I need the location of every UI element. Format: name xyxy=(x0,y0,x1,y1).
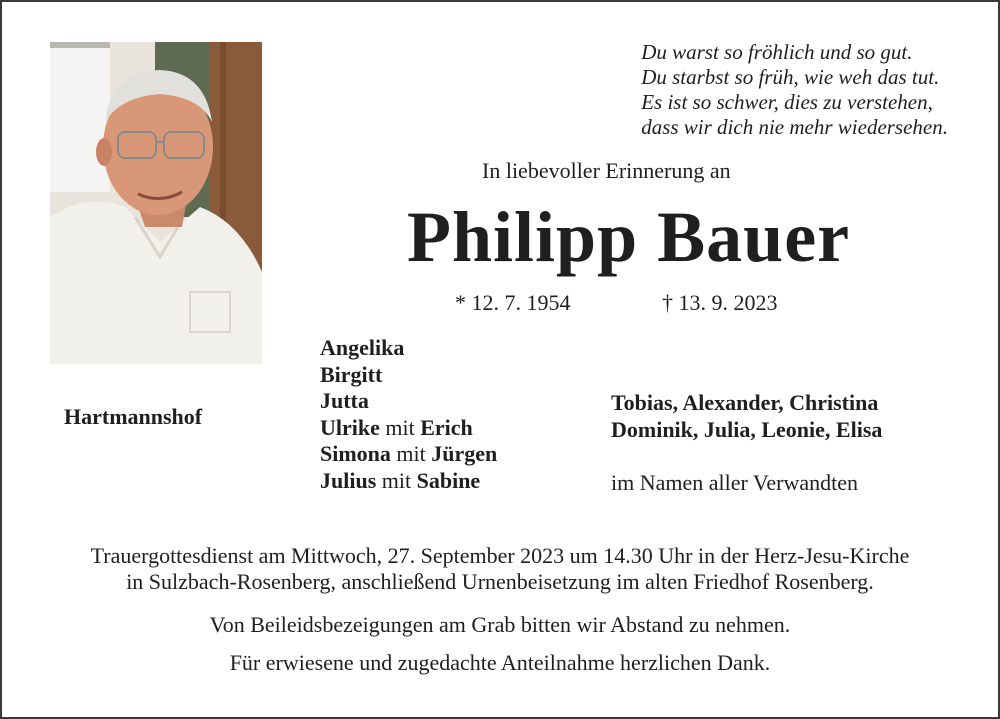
place-name: Hartmannshof xyxy=(64,404,203,429)
portrait-photo-illustration xyxy=(50,42,262,364)
grandchildren-line: Tobias, Alexander, Christina xyxy=(611,390,879,415)
service-info xyxy=(0,543,1000,595)
condolences-note: Von Beileidsbezeigungen am Grab bitten wir Abstand zu nehmen. xyxy=(209,612,791,637)
deceased-name: Philipp Bauer xyxy=(407,197,851,277)
family-member: Simona mit Jürgen xyxy=(320,441,498,466)
service-line: in Sulzbach-Rosenberg, anschließend Urnenbeisetzung im alten Friedhof Rosenberg. xyxy=(126,569,874,594)
thanks-note: Für erwiesene und zugedachte Anteilnahme herzlichen Dank. xyxy=(229,650,771,675)
poem-line: Du warst so fröhlich und so gut. xyxy=(641,40,913,64)
poem-line: Es ist so schwer, dies zu verstehen, xyxy=(641,90,933,114)
family-member: Birgitt xyxy=(320,361,383,387)
family-member: Angelika xyxy=(320,335,405,360)
memorial-poem xyxy=(641,40,948,140)
death-date: † 13. 9. 2023 xyxy=(662,290,778,315)
intro-text: In liebevoller Erinnerung an xyxy=(482,158,731,183)
service-line: Trauergottesdienst am Mittwoch, 27. September 2023 um 14.30 Uhr in der Herz-Jesu-Kirche xyxy=(90,543,910,568)
relatives-text: im Namen aller Verwandten xyxy=(611,470,859,495)
family-member: Jutta xyxy=(320,388,369,413)
poem-line: Du starbst so früh, wie weh das tut. xyxy=(641,65,940,89)
portrait-photo xyxy=(50,42,262,364)
poem-line: dass wir dich nie mehr wiedersehen. xyxy=(641,115,948,139)
birth-date: * 12. 7. 1954 xyxy=(455,290,571,315)
grandchildren-line: Dominik, Julia, Leonie, Elisa xyxy=(611,416,883,442)
family-member: Ulrike mit Erich xyxy=(320,414,473,440)
family-member: Julius mit Sabine xyxy=(320,467,481,493)
family-list xyxy=(320,335,497,494)
grandchildren-list xyxy=(611,390,882,443)
